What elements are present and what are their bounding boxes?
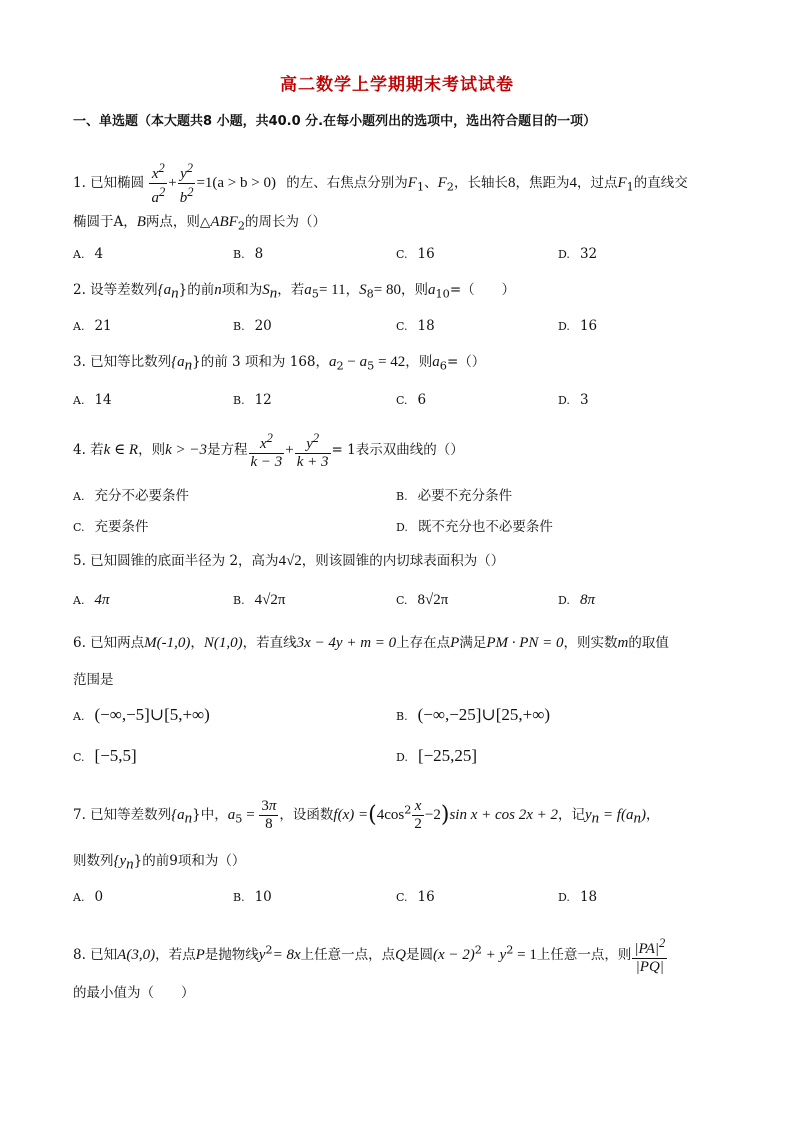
q7-option-c[interactable]: C. 16 [396,889,435,905]
hyperbola-y-term: $\frac{y^2}{k + 3}$ [296,431,329,470]
half-x: $\frac{x}{2}$ [414,798,422,832]
q2-option-a[interactable]: A. 21 [73,318,112,334]
q2-option-d[interactable]: D. 16 [558,318,598,334]
q1-option-c[interactable]: C. 16 [396,246,435,262]
question-1-line-1: 1. 已知椭圆 $\frac{x^2}{a^2}$ + $\frac{y^2}{b^2}$ =1(a > b > 0) 的左、右焦点分别为$F_1$、$F_2$，长轴长8，焦距为4，过点$F_1$的直线交 [73,161,688,206]
section-heading: 一、单选题（本大题共8 小题，共40.0 分.在每小题列出的选项中，选出符合题目的一项） [73,114,597,129]
question-3: 3. 已知等比数列$\{a_n\}$的前 3 项和为 168，$a_2 - a_5 = 42$，则$a_6=()$ [73,354,486,374]
q5-option-d[interactable]: D. 8π [558,592,595,608]
q4-option-d[interactable]: D. 既不充分也不必要条件 [396,519,553,535]
q3-option-d[interactable]: D. 3 [558,392,589,408]
q5-option-c[interactable]: C. 8√2π [396,592,449,608]
ellipse-y-term: $\frac{y^2}{b^2}$ [179,161,194,206]
question-6-line-2: 范围是 [73,672,114,688]
q4-option-b[interactable]: B. 必要不充分条件 [396,488,513,504]
q3-option-b[interactable]: B. 12 [233,392,272,408]
q6-option-d[interactable]: D. [−25,25] [396,746,478,765]
q1-option-d[interactable]: D. 32 [558,246,598,262]
page-title: 高二数学上学期期末考试试卷 [280,75,514,95]
question-7-line-2: 则数列$\{y_n\}$的前9项和为（） [73,853,246,873]
q4-option-a[interactable]: A. 充分不必要条件 [73,488,189,504]
q7-option-d[interactable]: D. 18 [558,889,598,905]
ratio-fraction: $\frac{|PA|^2}{|PQ|}$ [634,936,666,975]
q6-option-a[interactable]: A. (−∞,−5]∪[5,+∞) [73,705,210,724]
question-6-line-1: 6. 已知两点M(-1,0)，N(1,0)，若直线3x − 4y + m = 0上存在点P满足PM · PN = 0，则实数m的取值 [73,635,669,651]
q5-option-b[interactable]: B. 4√2π [233,592,286,608]
q6-option-b[interactable]: B. (−∞,−25]∪[25,+∞) [396,705,550,724]
hyperbola-x-term: $\frac{x^2}{k - 3}$ [250,431,283,470]
q4-option-c[interactable]: C. 充要条件 [73,519,149,535]
q1-option-a[interactable]: A. 4 [73,246,104,262]
q5-option-a[interactable]: A. 4π [73,592,110,608]
question-1-line-2: 椭圆于A，B两点，则$\triangle ABF_2$的周长为（） [73,214,326,233]
question-2: 2. 设等差数列$\{a_n\}$的前n项和为$S_n$，若$a_5= 11$，$S_8= 80$，则$a_{10}=$（ ） [73,282,516,302]
ellipse-x-term: $\frac{x^2}{a^2}$ [151,161,166,206]
q7-option-b[interactable]: B. 10 [233,889,272,905]
q6-option-c[interactable]: C. [−5,5] [73,746,137,765]
question-7-line-1: 7. 已知等差数列$\{a_n\}$中，$a_5$ = $\frac{3\pi}{8}$ ，设函数$f(x) =(4\cos^2$ $\frac{x}{2}$ −2)sin x + cos 2x + 2，记$y_n = f(a_n)$， [73,798,660,832]
a5-value: $\frac{3\pi}{8}$ [261,798,277,832]
q1-option-b[interactable]: B. 8 [233,246,264,262]
question-8-line-1: 8. 已知A(3,0)，若点P是抛物线$y^2= 8x$上任意一点，点Q是圆$(x - 2)^2 + y^2 = 1$上任意一点，则 $\frac{|PA|^2}{|PQ|}$ [73,936,666,975]
question-8-line-2: 的最小值为（ ） [73,985,195,1001]
question-4: 4. 若k ∈ R，则k > −3是方程 $\frac{x^2}{k - 3}$ + $\frac{y^2}{k + 3}$ = 1表示双曲线的（） [73,431,464,470]
q7-option-a[interactable]: A. 0 [73,889,104,905]
q2-option-b[interactable]: B. 20 [233,318,272,334]
q3-option-c[interactable]: C. 6 [396,392,427,408]
q3-option-a[interactable]: A. 14 [73,392,112,408]
question-5: 5. 已知圆锥的底面半径为 2，高为4√2，则该圆锥的内切球表面积为（） [73,553,505,569]
q2-option-c[interactable]: C. 18 [396,318,435,334]
